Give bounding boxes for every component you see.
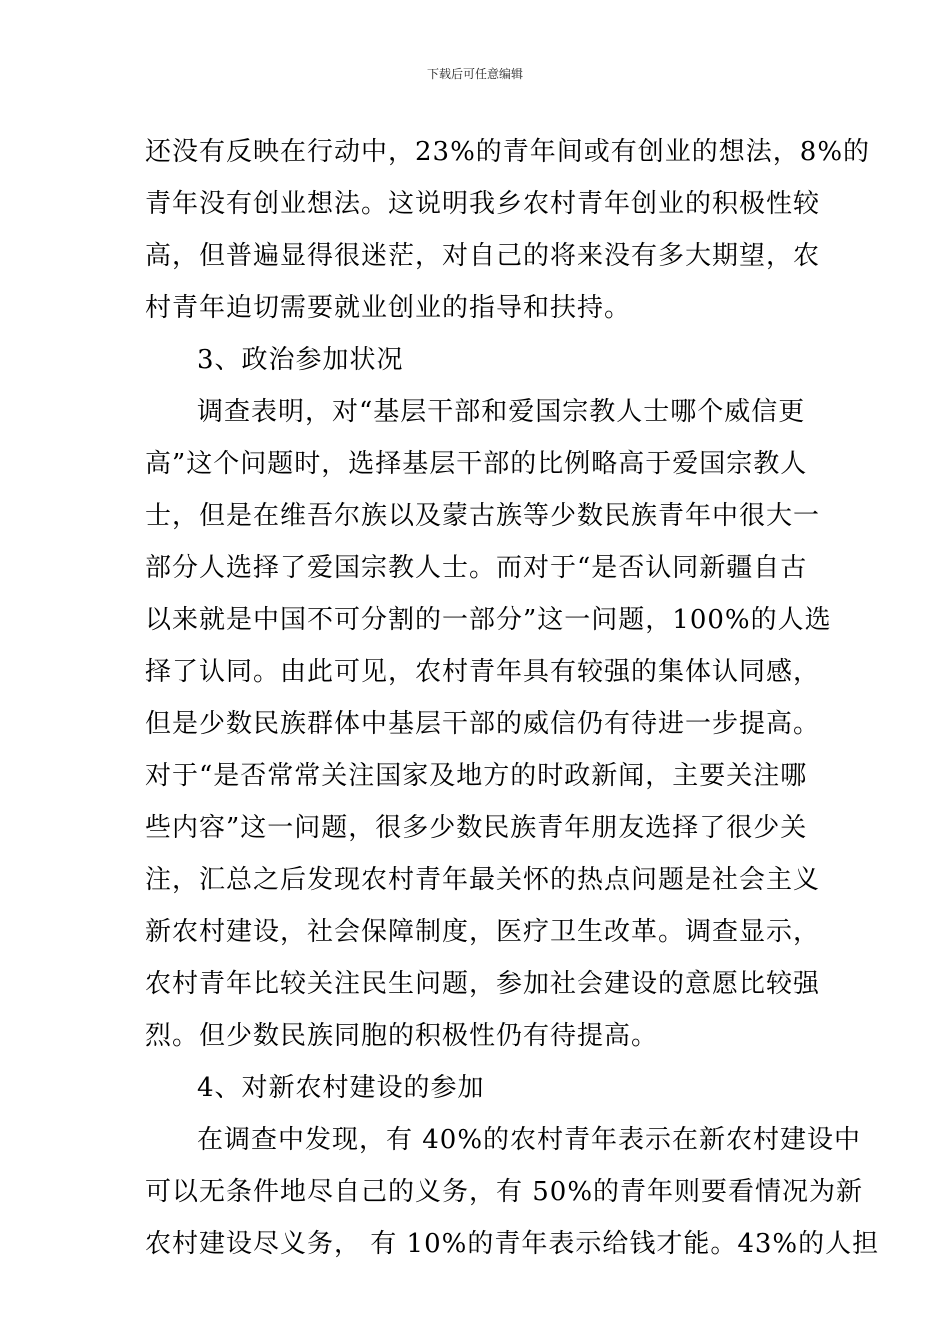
text-line: 调查表明，对“基层干部和爱国宗教人士哪个威信更 — [197, 397, 806, 427]
text-line: 些内容”这一问题，很多少数民族青年朋友选择了很少关 — [145, 813, 808, 843]
text-line: 在调查中发现，有 40%的农村青年表示在新农村建设中 — [197, 1125, 862, 1155]
text-line: 但是少数民族群体中基层干部的威信仍有待进一步提高。 — [145, 709, 821, 739]
text-line: 高，但普遍显得很迷茫，对自己的将来没有多大期望，农 — [145, 241, 821, 271]
text-line: 青年没有创业想法。这说明我乡农村青年创业的积极性较 — [145, 189, 821, 219]
text-line: 农村建设尽义务， 有 10%的青年表示给钱才能。43%的人担 — [145, 1229, 880, 1259]
text-line: 以来就是中国不可分割的一部分”这一问题，100%的人选 — [145, 605, 832, 635]
text-line: 士，但是在维吾尔族以及蒙古族等少数民族青年中很大一 — [145, 501, 821, 531]
section-heading: 4、对新农村建设的参加 — [197, 1073, 485, 1103]
text-line: 可以无条件地尽自己的义务，有 50%的青年则要看情况为新 — [145, 1177, 864, 1207]
text-line: 农村青年比较关注民生问题，参加社会建设的意愿比较强 — [145, 969, 821, 999]
document-body — [145, 126, 880, 1270]
text-line: 烈。但少数民族同胞的积极性仍有待提高。 — [145, 1021, 659, 1051]
text-line: 对于“是否常常关注国家及地方的时政新闻，主要关注哪 — [145, 761, 808, 791]
section-heading: 3、政治参加状况 — [197, 345, 404, 375]
text-line: 高”这个问题时，选择基层干部的比例略高于爱国宗教人 — [145, 449, 808, 479]
text-line: 注，汇总之后发现农村青年最关怀的热点问题是社会主义 — [145, 865, 821, 895]
text-line: 部分人选择了爱国宗教人士。而对于“是否认同新疆自古 — [145, 553, 808, 583]
text-line: 村青年迫切需要就业创业的指导和扶持。 — [145, 293, 632, 323]
page-header-note: 下载后可任意编辑 — [426, 67, 523, 81]
text-line: 还没有反映在行动中，23%的青年间或有创业的想法，8%的 — [145, 137, 871, 167]
text-line: 新农村建设，社会保障制度，医疗卫生改革。调查显示， — [145, 917, 821, 947]
text-line: 择了认同。由此可见，农村青年具有较强的集体认同感， — [145, 657, 821, 687]
